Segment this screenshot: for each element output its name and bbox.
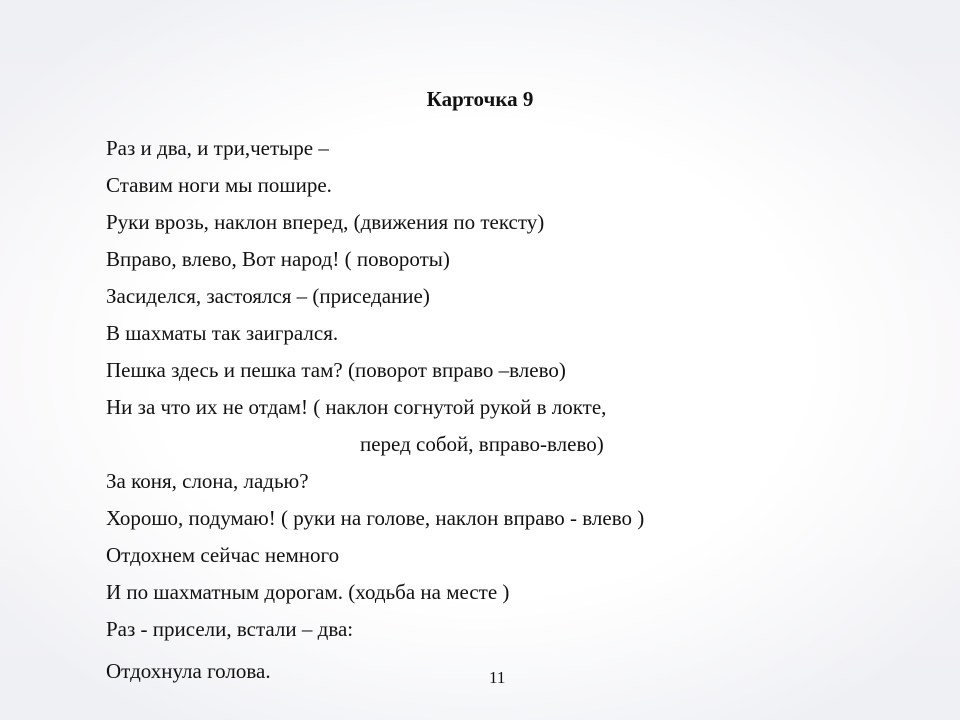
poem-line: Пешка здесь и пешка там? (поворот вправо –влево) <box>106 358 566 382</box>
poem-line: В шахматы так заигрался. <box>106 321 339 345</box>
poem-line: Раз - присели, встали – два: <box>106 617 354 641</box>
poem-line: Руки врозь, наклон вперед, (движения по тексту) <box>106 210 545 234</box>
poem-line: Засиделся, застоялся – (приседание) <box>106 284 430 308</box>
poem-line: Отдохнула голова. <box>106 659 271 683</box>
poem-line: Ставим ноги мы пошире. <box>106 173 332 197</box>
page-number: 11 <box>489 668 506 687</box>
card-title: Карточка 9 <box>426 87 534 111</box>
poem-line-continuation: перед собой, вправо-влево) <box>360 432 604 456</box>
poem-line: И по шахматным дорогам. (ходьба на месте ) <box>106 580 510 604</box>
poem-line: Вправо, влево, Вот народ! ( повороты) <box>106 247 450 271</box>
poem-line: Раз и два, и три,четыре – <box>106 136 329 160</box>
poem-line: Хорошо, подумаю! ( руки на голове, наклон вправо - влево ) <box>106 506 645 530</box>
poem-line: Ни за что их не отдам! ( наклон согнутой рукой в локте, <box>106 395 607 419</box>
poem-line: Отдохнем сейчас немного <box>106 543 340 567</box>
poem-line: За коня, слона, ладью? <box>106 469 309 493</box>
